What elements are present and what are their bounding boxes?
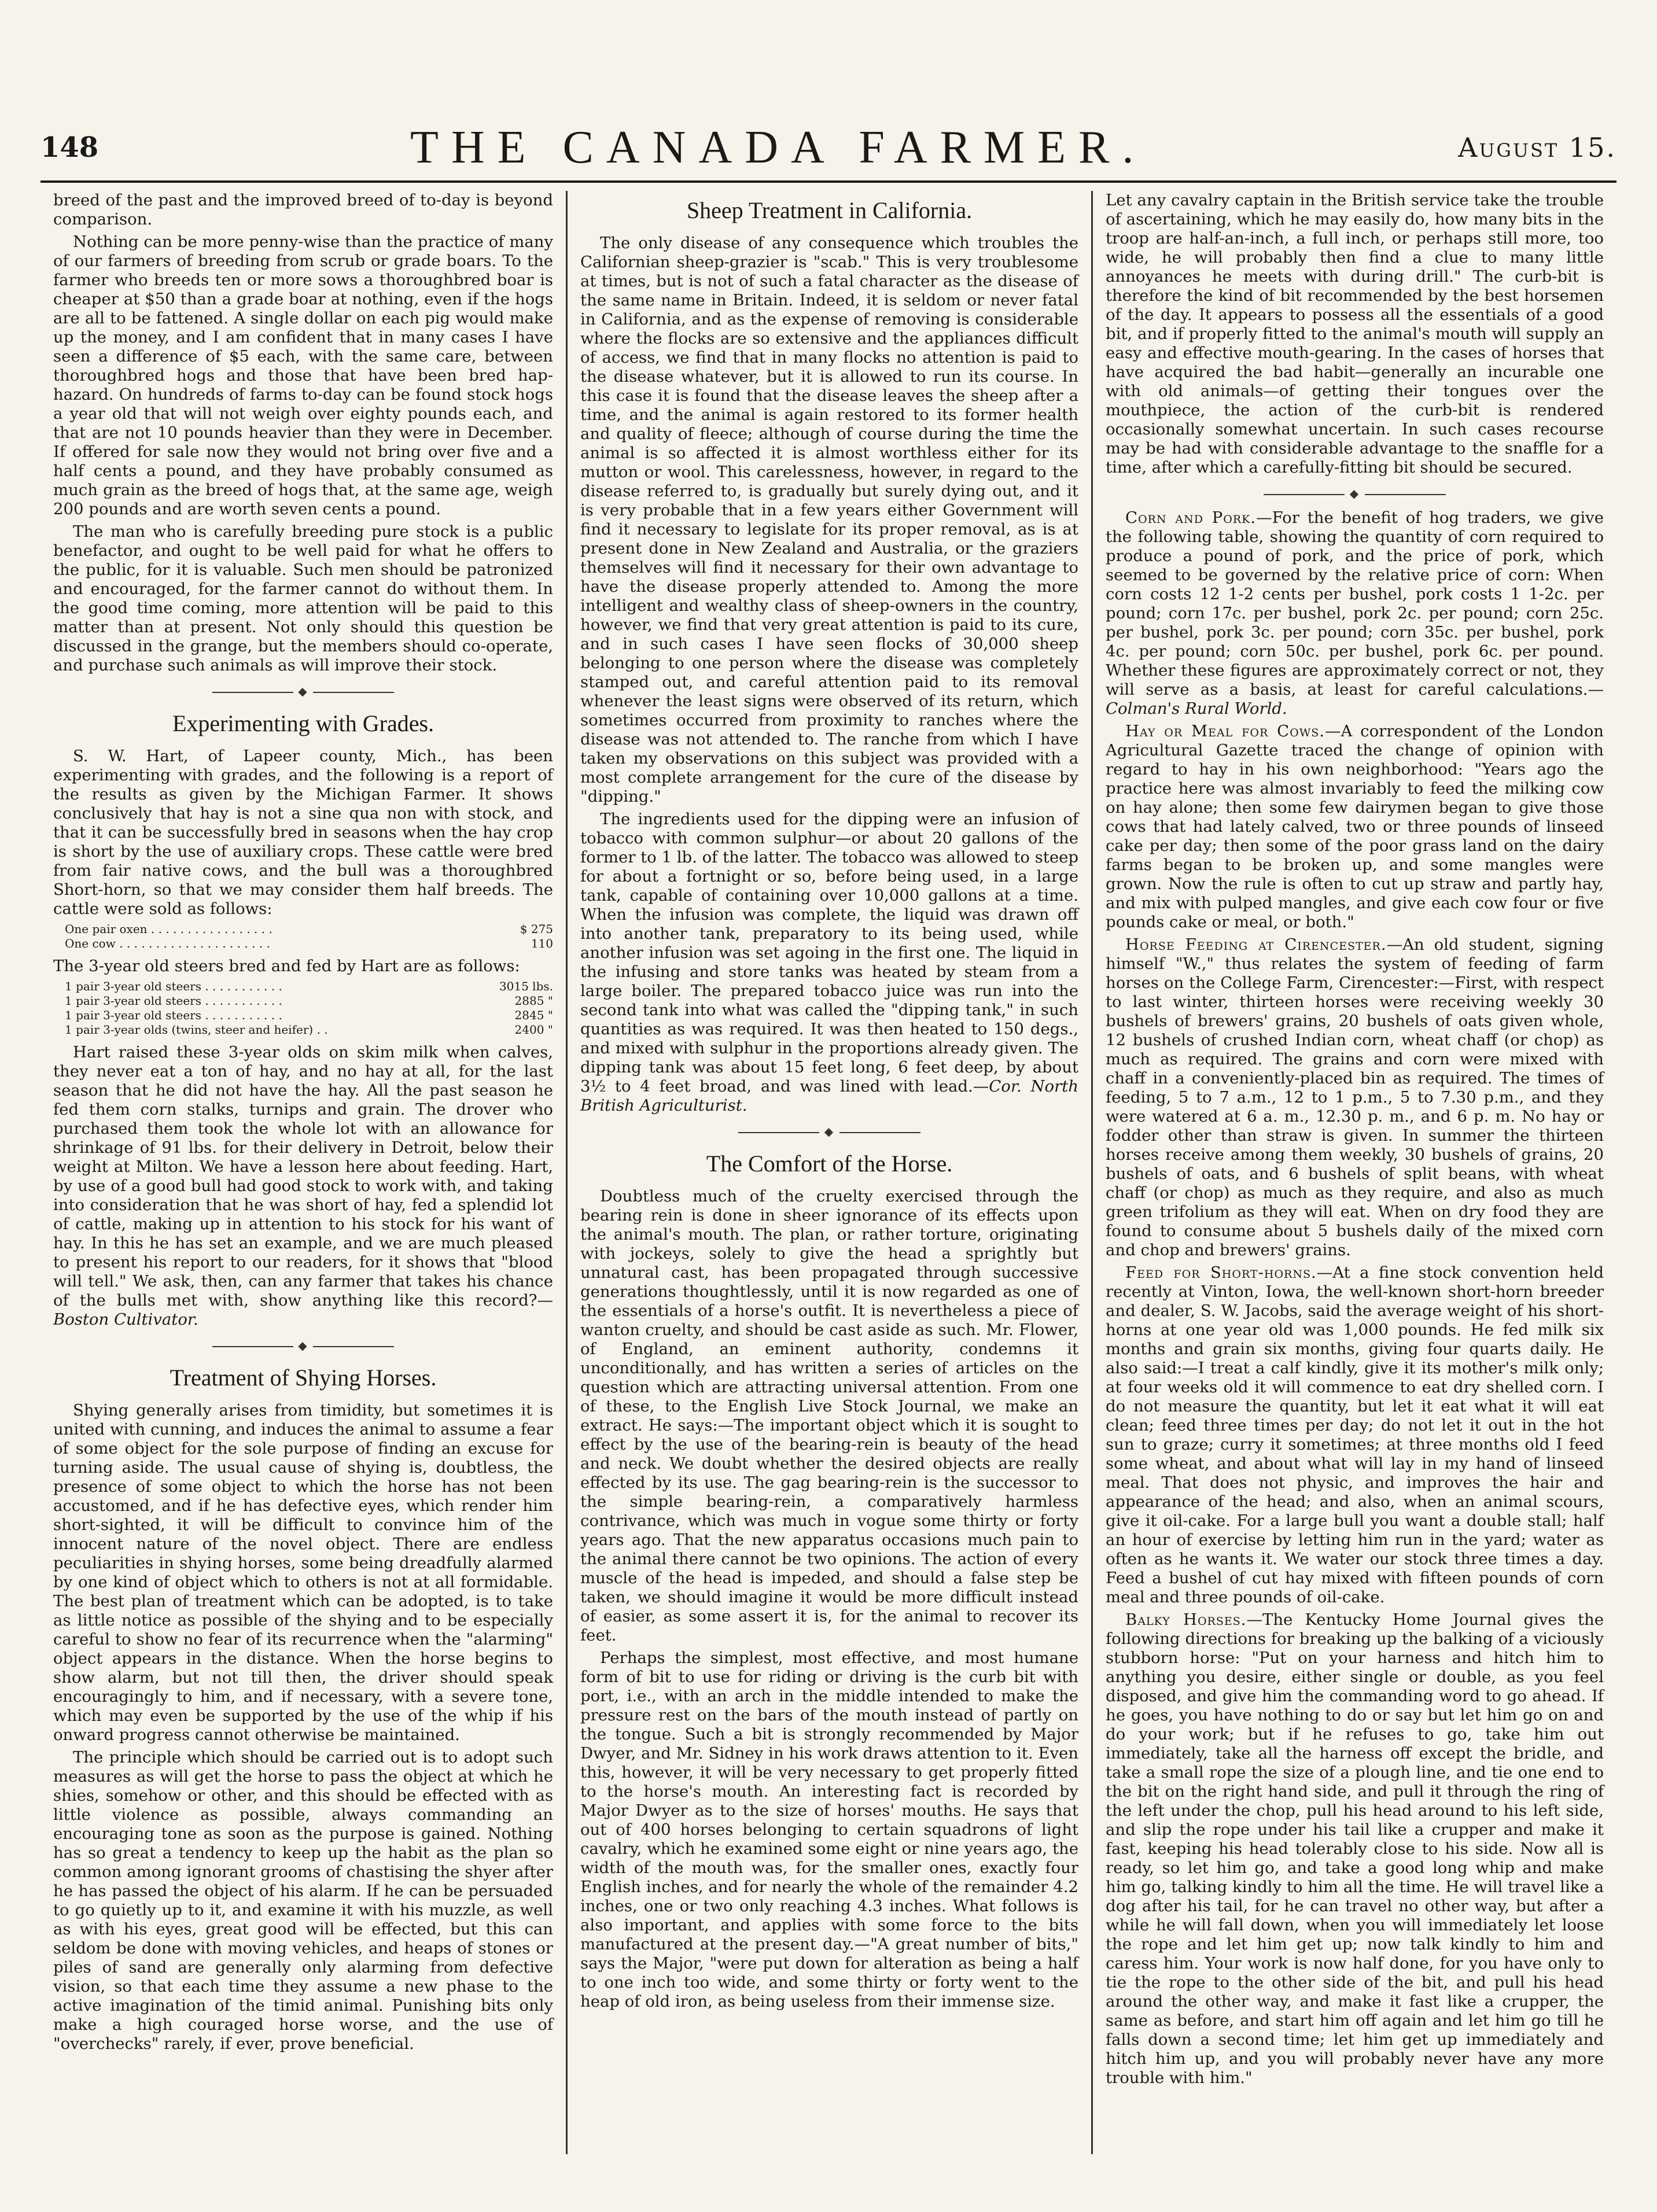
table-row: 1 pair 3-year olds (twins, steer and heifer) . . 2400 " (65, 1023, 553, 1037)
article-heading-comfort: The Comfort of the Horse. (706, 1151, 953, 1177)
masthead-rule (40, 180, 1617, 183)
section-separator: ◆ (1106, 486, 1604, 500)
article-paragraph: The only disease of any consequence which troubles the Californian sheep-grazier is "scab." This is very troublesome at times, but is not of such a fatal character as the disease of the same name in Britain. Indeed, it is seldom or never fatal in California, and as the expense of removing is considerable where the flocks are so extensive and the appliances difficult of access, we find that in many flocks no attention is paid to the disease whatever, but it is allowed to run its course. In this case it is found that the disease leaves the sheep after a time, and the animal is again restored to its former health and quality of fleece; although of course during the time the animal is so affected it is almost worthless either for its mutton or wool. This carelessness, however, in regard to the disease referred to, is gradually but surely dying out, and it is very probable that in a few years either Government will find it necessary to legislate for its proper removal, as is at present done in New Zealand and Australia, or the graziers themselves will find it necessary for their own advantage to have the disease properly attended to. Among the more intelligent and wealthy class of sheep-owners in the country, however, we find that very great attention is paid to its cure, and in such cases I have seen flocks of 30,000 sheep belonging to one person where the disease was completely stamped out, and careful attention paid to its removal whenever the least signs were observed of its return, which sometimes occurred from proximity to ranches where the disease was not attended to. The ranche from which I have taken my observations on this subject was provided with a most complete arrangement for the cure of the disease by "dipping." (580, 234, 1078, 806)
article-heading-grades: Experimenting with Grades. (172, 710, 434, 736)
section-separator: ◆ (53, 1339, 553, 1352)
article-paragraph: Doubtless much of the cruelty exercised through the bearing rein is done in sheer ignorance of its effects upon the animal's mouth. The plan, or rather torture, originating with jockeys, solely to give the head a sprightly but unnatural cast, has been propagated through successive generations thoughtlessly, until it is now regarded as one of the essentials of a horse's outfit. It is nevertheless a piece of wanton cruelty, and should be cast aside as such. Mr. Flower, of England, an eminent authority, condemns it unconditionally, and has written a series of articles on the question which are attracting universal attention. From one of these, to the English Live Stock Journal, we make an extract. He says:—The important object which it is sought to effect by the use of the bearing-rein is beauty of the head and neck. We doubt whether the desired objects are really effected by its use. The gag bearing-rein is the successor to the simple bearing-rein, a comparatively harmless contrivance, which was much in vogue some thirty or forty years ago. That the new apparatus occasions much pain to the animal there cannot be two opinions. The action of every muscle of the head is impeded, and should a false step be taken, we should imagine it would be more difficult instead of easier, as some assert it is, for the animal to recover its feet. (580, 1187, 1078, 1645)
section-separator: ◆ (580, 1125, 1078, 1138)
article-paragraph: The principle which should be carried out is to adopt such measures as will get the horse to pass the object at which he shies, somehow or other, and this should be effected with as little violence as possible, always commanding an encouraging tone as soon as the purpose is gained. Nothing has so great a tendency to keep up the habit as the plan so common among ignorant grooms of chastising the shyer after he has passed the object of his alarm. If he can be persuaded to go quietly up to it, and examine it with his muzzle, as well as with his eyes, great good will be effected, but this can seldom be done with moving vehicles, and heaps of stones or piles of sand are generally only alarming from defective vision, so that each time they assume a new phase to the active imagination of the timid animal. Punishing bits only make a high couraged horse worse, and the use of "overchecks" rarely, if ever, prove beneficial. (53, 1748, 553, 2053)
article-columns (40, 191, 1617, 2154)
issue-date: August 15. (1458, 132, 1617, 163)
article-paragraph: The ingredients used for the dipping were an infusion of tobacco with common sulphur—or about 20 gallons of the former to 1 lb. of the latter. The tobacco was allowed to steep for about a fortnight or so, before being used, in a large tank, capable of containing over 10,000 gallons at a time. When the infusion was complete, the liquid was drawn off into another tank, preparatory to its being used, while another infusion was set agoing in the first one. The liquid in the infusing and store tanks was heated by steam from a large boiler. The prepared tobacco juice was run into the second tank into what was called the "dipping tank," in such quantities as was required. It was then heated to 150 degs., and mixed with sulphur in the proportions already given. The dipping tank was about 15 feet long, 6 feet deep, by about 3½ to 4 feet broad, and was lined with lead.—Cor. North British Agriculturist. (580, 810, 1078, 1115)
source-credit: Cor. North British Agriculturist. (580, 1077, 1078, 1115)
column-1 (40, 191, 566, 2154)
run-in-heading: Balky Horses. (1125, 1610, 1247, 1629)
article-paragraph: Balky Horses.—The Kentucky Home Journal gives the following directions for breaking up the balking of a viciously stubborn horse: "Put on your harness and hitch him to anything you desire, either single or double, as you feel disposed, and give him the commanding word to go ahead. If he goes, you have nothing to do or say but let him go on and do your work; but if he refuses to go, take him out immediately, take all the harness off except the bridle, and take a small rope the size of a plough line, and tie one end to the bit on the right hand side, and pull it through the ring of the left under the chop, pull his head around to his left side, and slip the rope under his tail like a crupper and make it fast, keeping his head tolerably close to his side. Now all is ready, so let him go, and take a good long whip and make him go, talking kindly to him all the time. He will travel like a dog after his tail, for he can travel no other way, but after a while he will fall down, when you will immediately let loose the rope and let him get up; now talk kindly to him and caress him. Your work is now half done, for you have only to tie the rope to the other side of the bit, and pull his head around the other way, and make it fast like a crupper, the same as before, and start him off again and let him go till he falls down a second time; let him get up immediately and hitch him up, and you will probably never have any more trouble with him." (1106, 1610, 1604, 2087)
table-row: One pair oxen . . . . . . . . . . . . . . . . . $ 275 (65, 922, 553, 936)
masthead (40, 116, 1617, 179)
article-paragraph: Nothing can be more penny-wise than the practice of many of our farmers of breeding from scrub or grade boars. To the farmer who breeds ten or more sows a thoroughbred boar is cheaper at $50 than a grade boar at nothing, even if the hogs are all to be fattened. A single dollar on each pig would make up the money, and I am confident that in many cases I have seen a difference of $5 each, with the same care, between thoroughbred hogs and those that have been bred hap-hazard. On hundreds of farms to-day can be found stock hogs a year old that will not weigh over eighty pounds each, and that are not 10 pounds heavier than they were in December. If offered for sale now they would not bring over five and a half cents a pound, and they have probably consumed as much grain as the breed of hogs that, at the same age, weigh 200 pounds and are worth seven cents a pound. (53, 233, 553, 518)
article-paragraph: breed of the past and the improved breed of to-day is beyond comparison. (53, 191, 553, 228)
source-credit: Boston Cultivator. (53, 1310, 198, 1329)
article-paragraph: Shying generally arises from timidity, but sometimes it is united with cunning, and induces the animal to assume a fear of some object for the sole purpose of finding an excuse for turning aside. The usual cause of shying is, doubtless, the presence of some object to which the horse has not been accustomed, and if he has defective eyes, which render him short-sighted, it will be difficult to convince him of the innocent nature of the novel object. There are endless peculiarities in shying horses, some being dreadfully alarmed by one kind of object which to others is not at all formidable. The best plan of treatment which can be adopted, is to take as little notice as possible of the shying and to be especially careful to show no fear of its recurrence when the "alarming" object appears in the distance. When the horse begins to show alarm, but not till then, the driver should speak encouragingly to him, and if necessary, with a severe tone, which may even be supported by the use of the whip if his onward progress cannot otherwise be maintained. (53, 1401, 553, 1744)
table-row: 1 pair 3-year old steers . . . . . . . . . . . 3015 lbs. (65, 979, 553, 993)
article-paragraph: The 3-year old steers bred and fed by Hart are as follows: (53, 957, 520, 975)
article-paragraph: Hart raised these 3-year olds on skim milk when calves, they never eat a ton of hay, and no hay at all, for the last season that he did not have the hay. All the past season he fed them corn stalks, turnips and grain. The drover who purchased them took the whole lot with an allowance for shrinkage of 91 lbs. for their delivery in Detroit, below their weight at Milton. We have a lesson here about feeding. Hart, by use of a good bull had good stock to work with, and taking into consideration that he was short of hay, fed a splendid lot of cattle, making up in attention to his stock for his want of hay. In this he has set an example, and we are much pleased to present his report to our readers, for it shows that "blood will tell." We ask, then, can any farmer that takes his chance of the bulls met with, show anything like this record?—Boston Cultivator. (53, 1043, 553, 1329)
table-row: One cow . . . . . . . . . . . . . . . . . . . . . 110 (65, 937, 553, 950)
article-paragraph: The man who is carefully breeding pure stock is a public benefactor, and ought to be well paid for what he offers to the public, for it is valuable. Such men should be patronized and encouraged, for the farmer cannot do without them. In the good time coming, more attention will be paid to this matter than at present. Not only should this question be discussed in the grange, but the members should co-operate, and purchase such animals as will improve their stock. (53, 522, 553, 674)
article-heading-shying: Treatment of Shying Horses. (170, 1365, 437, 1391)
table-row: 1 pair 3-year old steers . . . . . . . . . . . 2845 " (65, 1008, 553, 1022)
run-in-heading: Corn and Pork. (1125, 508, 1257, 527)
article-paragraph: Horse Feeding at Cirencester.—An old student, signing himself "W.," thus relates the system of feeding of farm horses on the College Farm, Cirencester:—First, with respect to last winter, thirteen horses were receiving weekly 30 bushels of brewers' grains, 20 bushels of oats given whole, 12 bushels of crushed Indian corn, wheat chaff (or chop) as much as required. The grains and corn were mixed with chaff in a conveniently-placed bin as required. The times of feeding, 5 to 7 a.m., 12 to 1 p.m., 5 to 7.30 p.m., and they were watered at 6 a. m., 12.30 p. m., and 6 p. m. No hay or fodder other than straw is given. In summer the thirteen horses receive among them weekly, 30 bushels of grains, 20 bushels of oats, and 6 bushels of split beans, with wheat chaff (or chop) as much as they require, and also as much green trifolium as they will eat. When on dry food they are found to consume about 5 bushels daily of the mixed corn and chop and brewers' grains. (1106, 935, 1604, 1259)
article-paragraph: Corn and Pork.—For the benefit of hog traders, we give the following table, showing the quantity of corn required to produce a pound of pork, and the price of pork, which seemed to be governed by the relative price of corn: When corn costs 12 1-2 cents per bushel, pork costs 1 1-2c. per pound; corn 17c. per bushel, pork 2c. per pound; corn 25c. per bushel, pork 3c. per pound; corn 35c. per bushel, pork 4c. per pound; corn 50c. per bushel, pork 6c. per pound. Whether these figures are approximately correct or not, they will serve as a basis, at least for careful calculations.—Colman's Rural World. (1106, 508, 1604, 718)
paper-title: THE CANADA FARMER. (410, 121, 1147, 173)
page-number: 148 (40, 131, 99, 164)
run-in-heading: Hay or Meal for Cows. (1125, 722, 1325, 740)
article-paragraph: Let any cavalry captain in the British service take the trouble of ascertaining, which he may easily do, how many bits in the troop are half-an-inch, a full inch, or perhaps still more, too wide, he will probably then find a clue to many little annoyances he meets with during drill." The curb-bit is therefore the kind of bit recommended by the best horsemen of the day. It appears to possess all the essentials of a good bit, and if properly fitted to the animal's mouth will supply an easy and effective mouth-gearing. In the cases of horses that have acquired the bad habit—generally an incurable one with old animals—of getting their tongues over the mouthpiece, the action of the curb-bit is rendered occasionally somewhat uncertain. In such cases recourse may be had with considerable advantage to the snaffle for a time, after which a carefully-fitting bit should be secured. (1106, 191, 1604, 477)
sale-table (65, 922, 553, 951)
article-paragraph: S. W. Hart, of Lapeer county, Mich., has been experimenting with grades, and the following is a report of the results as given by the Michigan Farmer. It shows conclusively that hay is not a sine qua non with stock, and that it can be successfully bred in seasons when the hay crop is short by the use of auxiliary crops. These cattle were bred from fair native cows, and the bull was a thoroughbred Short-horn, so that we may consider them half breeds. The cattle were sold as follows: (53, 747, 553, 918)
section-separator: ◆ (53, 684, 553, 698)
table-row: 1 pair 3-year old steers . . . . . . . . . . . 2885 " (65, 994, 553, 1008)
run-in-heading: Feed for Short-horns. (1125, 1263, 1317, 1282)
article-paragraph: Perhaps the simplest, most effective, and most humane form of bit to use for riding or driving is the curb bit with port, i.e., with an arch in the middle intended to make the pressure rest on the bars of the mouth instead of partly on the tongue. Such a bit is strongly recommended by Major Dwyer, and Mr. Sidney in his work draws attention to it. Even this, however, it will be very necessary to get properly fitted to the horse's mouth. An interesting fact is recorded by Major Dwyer as to the size of horses' mouths. He says that out of 400 horses belonging to certain squadrons of light cavalry, which he examined some eight or nine years ago, the width of the mouth was, for the smaller ones, exactly four English inches, and for nearly the whole of the remainder 4.2 inches, one or two only reaching 4.3 inches. What follows is also important, and applies with some force to the bits manufactured at the present day.—"A great number of bits," says the Major, "were put down for alteration as being a half to one inch too wide, and some thirty or forty went to the heap of old iron, as being useless from their immense size. (580, 1649, 1078, 2011)
article-paragraph: Hay or Meal for Cows.—A correspondent of the London Agricultural Gazette traced the change of opinion with regard to hay in his own neighborhood: "Years ago the practice here was almost invariably to feed the milking cow on hay alone; then some few dairymen began to give those cows that had lately calved, two or three pounds of linseed cake per day; then some of the poor grass land on the dairy farms began to be broken up, and some mangles were grown. Now the rule is often to cut up straw and partly hay, and mix with pulped mangles, and give each cow four or five pounds cake or meal, or both." (1106, 722, 1604, 931)
steer-weight-table (65, 979, 553, 1037)
article-paragraph: Feed for Short-horns.—At a fine stock convention held recently at Vinton, Iowa, the well-known short-horn breeder and dealer, S. W. Jacobs, said the average weight of his short-horns at one year old was 1,000 pounds. He fed milk six months and grain six months, giving four quarts daily. He also said:—I treat a calf kindly, give it its mother's milk only; at four weeks old it will commence to eat dry shelled corn. I do not measure the quantity, but let it eat what it will eat clean; feed three times per day; do not let it out in the hot sun to graze; curry it sometimes; at three months old I feed some wheat, and about what will lay in my hand of linseed meal. That does not physic, and improves the hair and appearance of the head; and also, when an animal scours, give it oil-cake. For a large bull you want a double stall; half an hour of exercise by letting him run in the yard; water as often as he wants it. We water our stock three times a day. Feed a bushel of cut hay mixed with fifteen pounds of corn meal and three pounds of oil-cake. (1106, 1263, 1604, 1606)
source-credit: Colman's Rural World. (1106, 699, 1287, 718)
column-3 (1091, 191, 1617, 2154)
run-in-heading: Horse Feeding at Cirencester. (1125, 935, 1387, 954)
column-2 (566, 191, 1091, 2154)
article-heading-sheep: Sheep Treatment in California. (686, 197, 973, 223)
